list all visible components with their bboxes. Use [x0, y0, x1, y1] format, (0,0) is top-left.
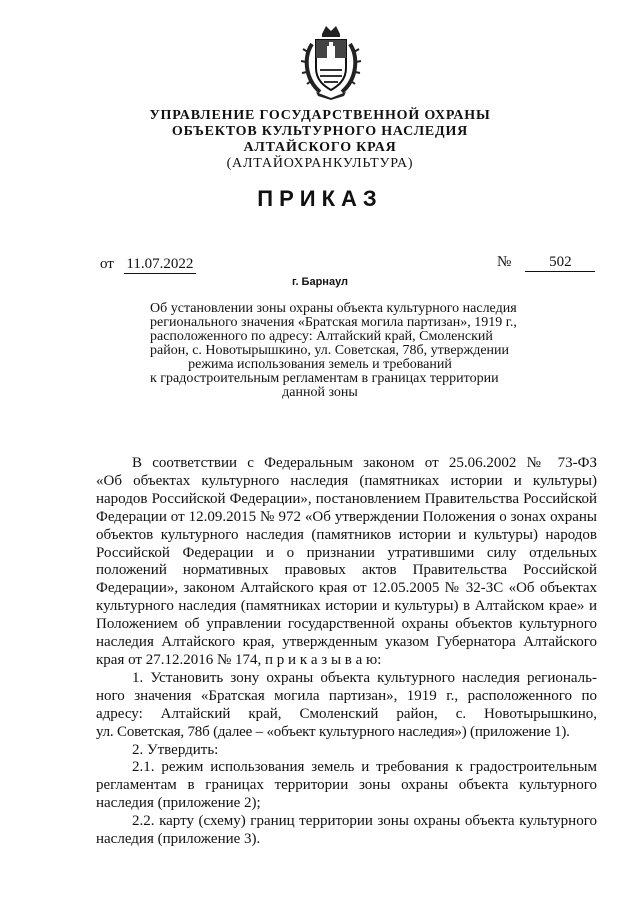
body-line: ного значения «Братская могила партизан», 1919 г., расположенного по	[96, 687, 597, 704]
body-line: Российской Федерации и о признании утратившими силу отдельных	[96, 544, 597, 561]
agency-name-line-1: УПРАВЛЕНИЕ ГОСУДАРСТВЕННОЙ ОХРАНЫ	[149, 108, 491, 123]
body-line: 1. Установить зону охраны объекта культурного наследия региональ-	[132, 669, 597, 686]
subject-line: к градостроительным регламентам в границах территории	[150, 371, 499, 386]
body-line: ул. Советская, 78б (далее – «объект культурного наследия») (приложение 1).	[96, 723, 570, 740]
body-line: Положением об управлении государственной охраны объектов культурного	[96, 616, 597, 633]
body-line: 2.1. режим использования земель и требования к градостроительным	[132, 759, 597, 776]
body-line: культурного наследия (памятниках истории и культуры) в Алтайском крае» и	[96, 598, 597, 615]
body-line: края от 27.12.2016 № 174, п р и к а з ы в а ю:	[96, 651, 382, 668]
subject-line: расположенного по адресу: Алтайский край, Смоленский	[150, 329, 493, 344]
body-line: «Об объектах культурного наследия (памятниках истории и культуры)	[96, 472, 597, 489]
subject-line: регионального значения «Братская могила партизан», 1919 г.,	[150, 315, 517, 330]
body-line: 2. Утвердить:	[132, 741, 219, 758]
subject-line: Об установлении зоны охраны объекта культурного наследия	[150, 301, 517, 316]
order-subject	[150, 301, 517, 400]
body-line: объектов культурного наследия (памятников истории и культуры) народов	[96, 526, 597, 543]
body-line: 2.2. карту (схему) границ территории зоны охраны объекта культурного	[132, 813, 597, 830]
body-line: наследия (приложение 2);	[96, 795, 261, 812]
number-label: №	[497, 254, 512, 270]
body-line: наследия (приложение 3).	[96, 831, 261, 848]
order-number	[497, 254, 595, 272]
date-label: от	[100, 256, 114, 272]
agency-name-line-3: АЛТАЙСКОГО КРАЯ	[243, 140, 397, 155]
body-line: наследия Алтайского края, утвержденным указом Губернатора Алтайского	[96, 634, 597, 651]
date-value: 11.07.2022	[124, 256, 196, 274]
body-line: положений нормативных правовых актов Правительства Российской	[96, 562, 597, 579]
body-line: адресу: Алтайский край, Смоленский район, с. Новотырышкино,	[96, 705, 597, 722]
body-line: регламентам в границах территории зоны охраны объекта культурного	[96, 777, 597, 794]
subject-line: район, с. Новотырышкино, ул. Советская, 78б, утверждении	[150, 343, 510, 358]
agency-short-name: (АЛТАЙОХРАНКУЛЬТУРА)	[226, 156, 414, 171]
body-line: В соответствии с Федеральным законом от 25.06.2002 № 73-ФЗ	[132, 455, 597, 471]
body-line: Федерации», законом Алтайского края от 12.05.2005 № 32-ЗС «Об объектах	[96, 580, 597, 597]
order-body	[96, 455, 597, 849]
document-type-title: ПРИКАЗ	[257, 186, 383, 211]
subject-line: режима использования земель и требований	[188, 357, 452, 372]
agency-name-line-2: ОБЪЕКТОВ КУЛЬТУРНОГО НАСЛЕДИЯ	[171, 124, 469, 139]
number-value: 502	[525, 254, 595, 272]
city-name: г. Барнаул	[291, 276, 349, 288]
body-line: Федерации от 12.09.2015 № 972 «Об утверждении Положения о зонах охраны	[96, 508, 597, 525]
order-date	[100, 256, 196, 274]
body-line: народов Российской Федерации», постановлением Правительства Российской	[96, 490, 597, 507]
agency-header	[0, 108, 640, 172]
coat-of-arms-icon	[300, 20, 362, 100]
subject-line: данной зоны	[282, 385, 358, 400]
